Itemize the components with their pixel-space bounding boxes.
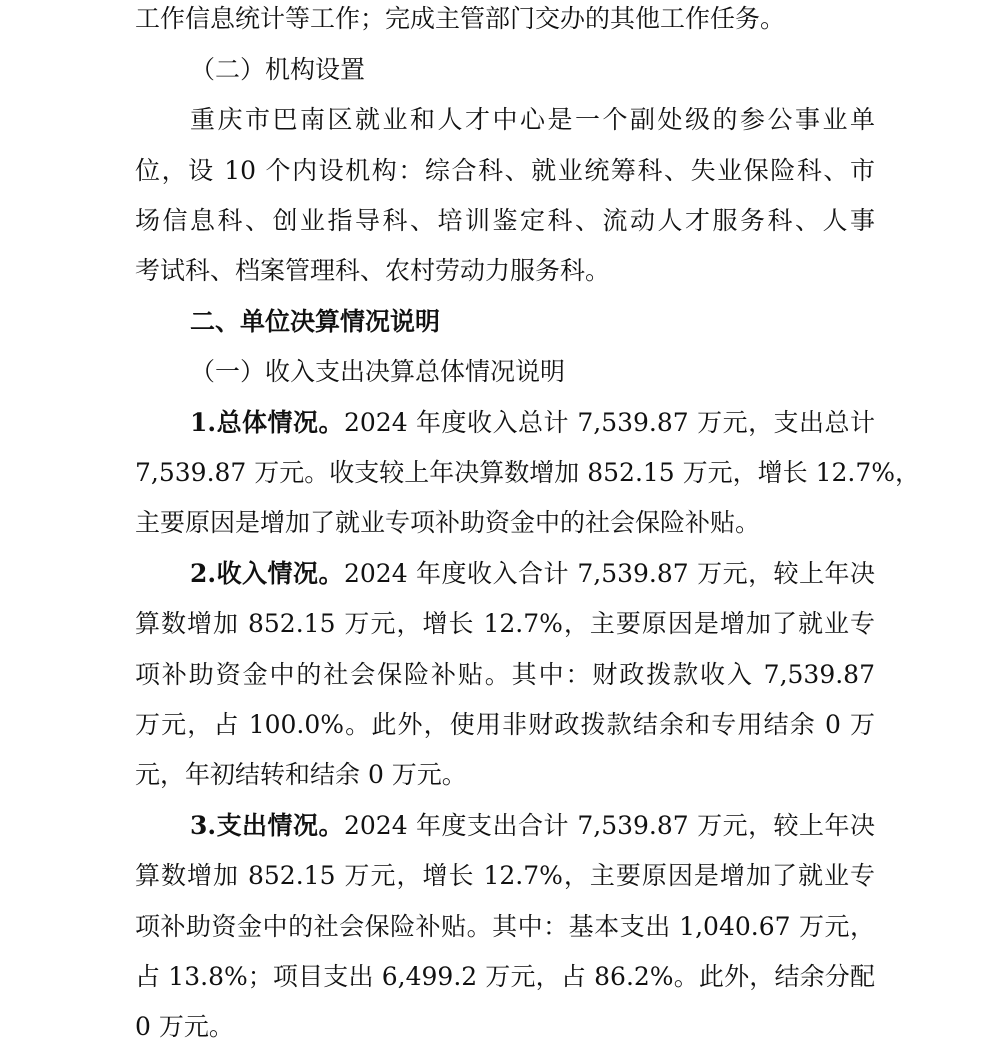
subsection-heading-income-expense: （一）收入支出决算总体情况说明 bbox=[190, 357, 566, 386]
paragraph-line: 7,539.87 万元。收支较上年决算数增加 852.15 万元，增长 12.7%， bbox=[135, 458, 921, 487]
section-heading-org-setup: （二）机构设置 bbox=[190, 55, 366, 84]
paragraph-line: 主要原因是增加了就业专项补助资金中的社会保险补贴。 bbox=[135, 508, 761, 537]
paragraph-line-expense: 3.支出情况。2024 年度支出合计 7,539.87 万元，较上年决 bbox=[190, 811, 875, 840]
lead-expense: 3.支出情况。 bbox=[190, 811, 344, 840]
paragraph-line: 万元，占 100.0%。此外，使用非财政拨款结余和专用结余 0 万 bbox=[135, 710, 875, 739]
paragraph-line: 重庆市巴南区就业和人才中心是一个副处级的参公事业单 bbox=[190, 105, 875, 134]
lead-overall: 1.总体情况。 bbox=[190, 408, 344, 437]
paragraph-line-income: 2.收入情况。2024 年度收入合计 7,539.87 万元，较上年决 bbox=[190, 559, 875, 588]
section-heading-final-accounts: 二、单位决算情况说明 bbox=[190, 307, 441, 336]
paragraph-line: 元，年初结转和结余 0 万元。 bbox=[135, 760, 467, 789]
paragraph-line: 位，设 10 个内设机构：综合科、就业统筹科、失业保险科、市 bbox=[135, 156, 875, 185]
lead-income: 2.收入情况。 bbox=[190, 559, 344, 588]
paragraph-line: 考试科、档案管理科、农村劳动力服务科。 bbox=[135, 256, 611, 285]
paragraph-line: 工作信息统计等工作；完成主管部门交办的其他工作任务。 bbox=[135, 4, 786, 33]
paragraph-line: 项补助资金中的社会保险补贴。其中：财政拨款收入 7,539.87 bbox=[135, 660, 875, 689]
paragraph-line: 项补助资金中的社会保险补贴。其中：基本支出 1,040.67 万元， bbox=[135, 912, 875, 941]
paragraph-line: 0 万元。 bbox=[135, 1012, 234, 1041]
paragraph-line-overall: 1.总体情况。2024 年度收入总计 7,539.87 万元，支出总计 bbox=[190, 408, 875, 437]
paragraph-line: 算数增加 852.15 万元，增长 12.7%，主要原因是增加了就业专 bbox=[135, 609, 875, 638]
paragraph-line: 场信息科、创业指导科、培训鉴定科、流动人才服务科、人事 bbox=[135, 206, 875, 235]
paragraph-line: 占 13.8%；项目支出 6,499.2 万元，占 86.2%。此外，结余分配 bbox=[135, 962, 875, 991]
paragraph-line: 算数增加 852.15 万元，增长 12.7%，主要原因是增加了就业专 bbox=[135, 861, 875, 890]
